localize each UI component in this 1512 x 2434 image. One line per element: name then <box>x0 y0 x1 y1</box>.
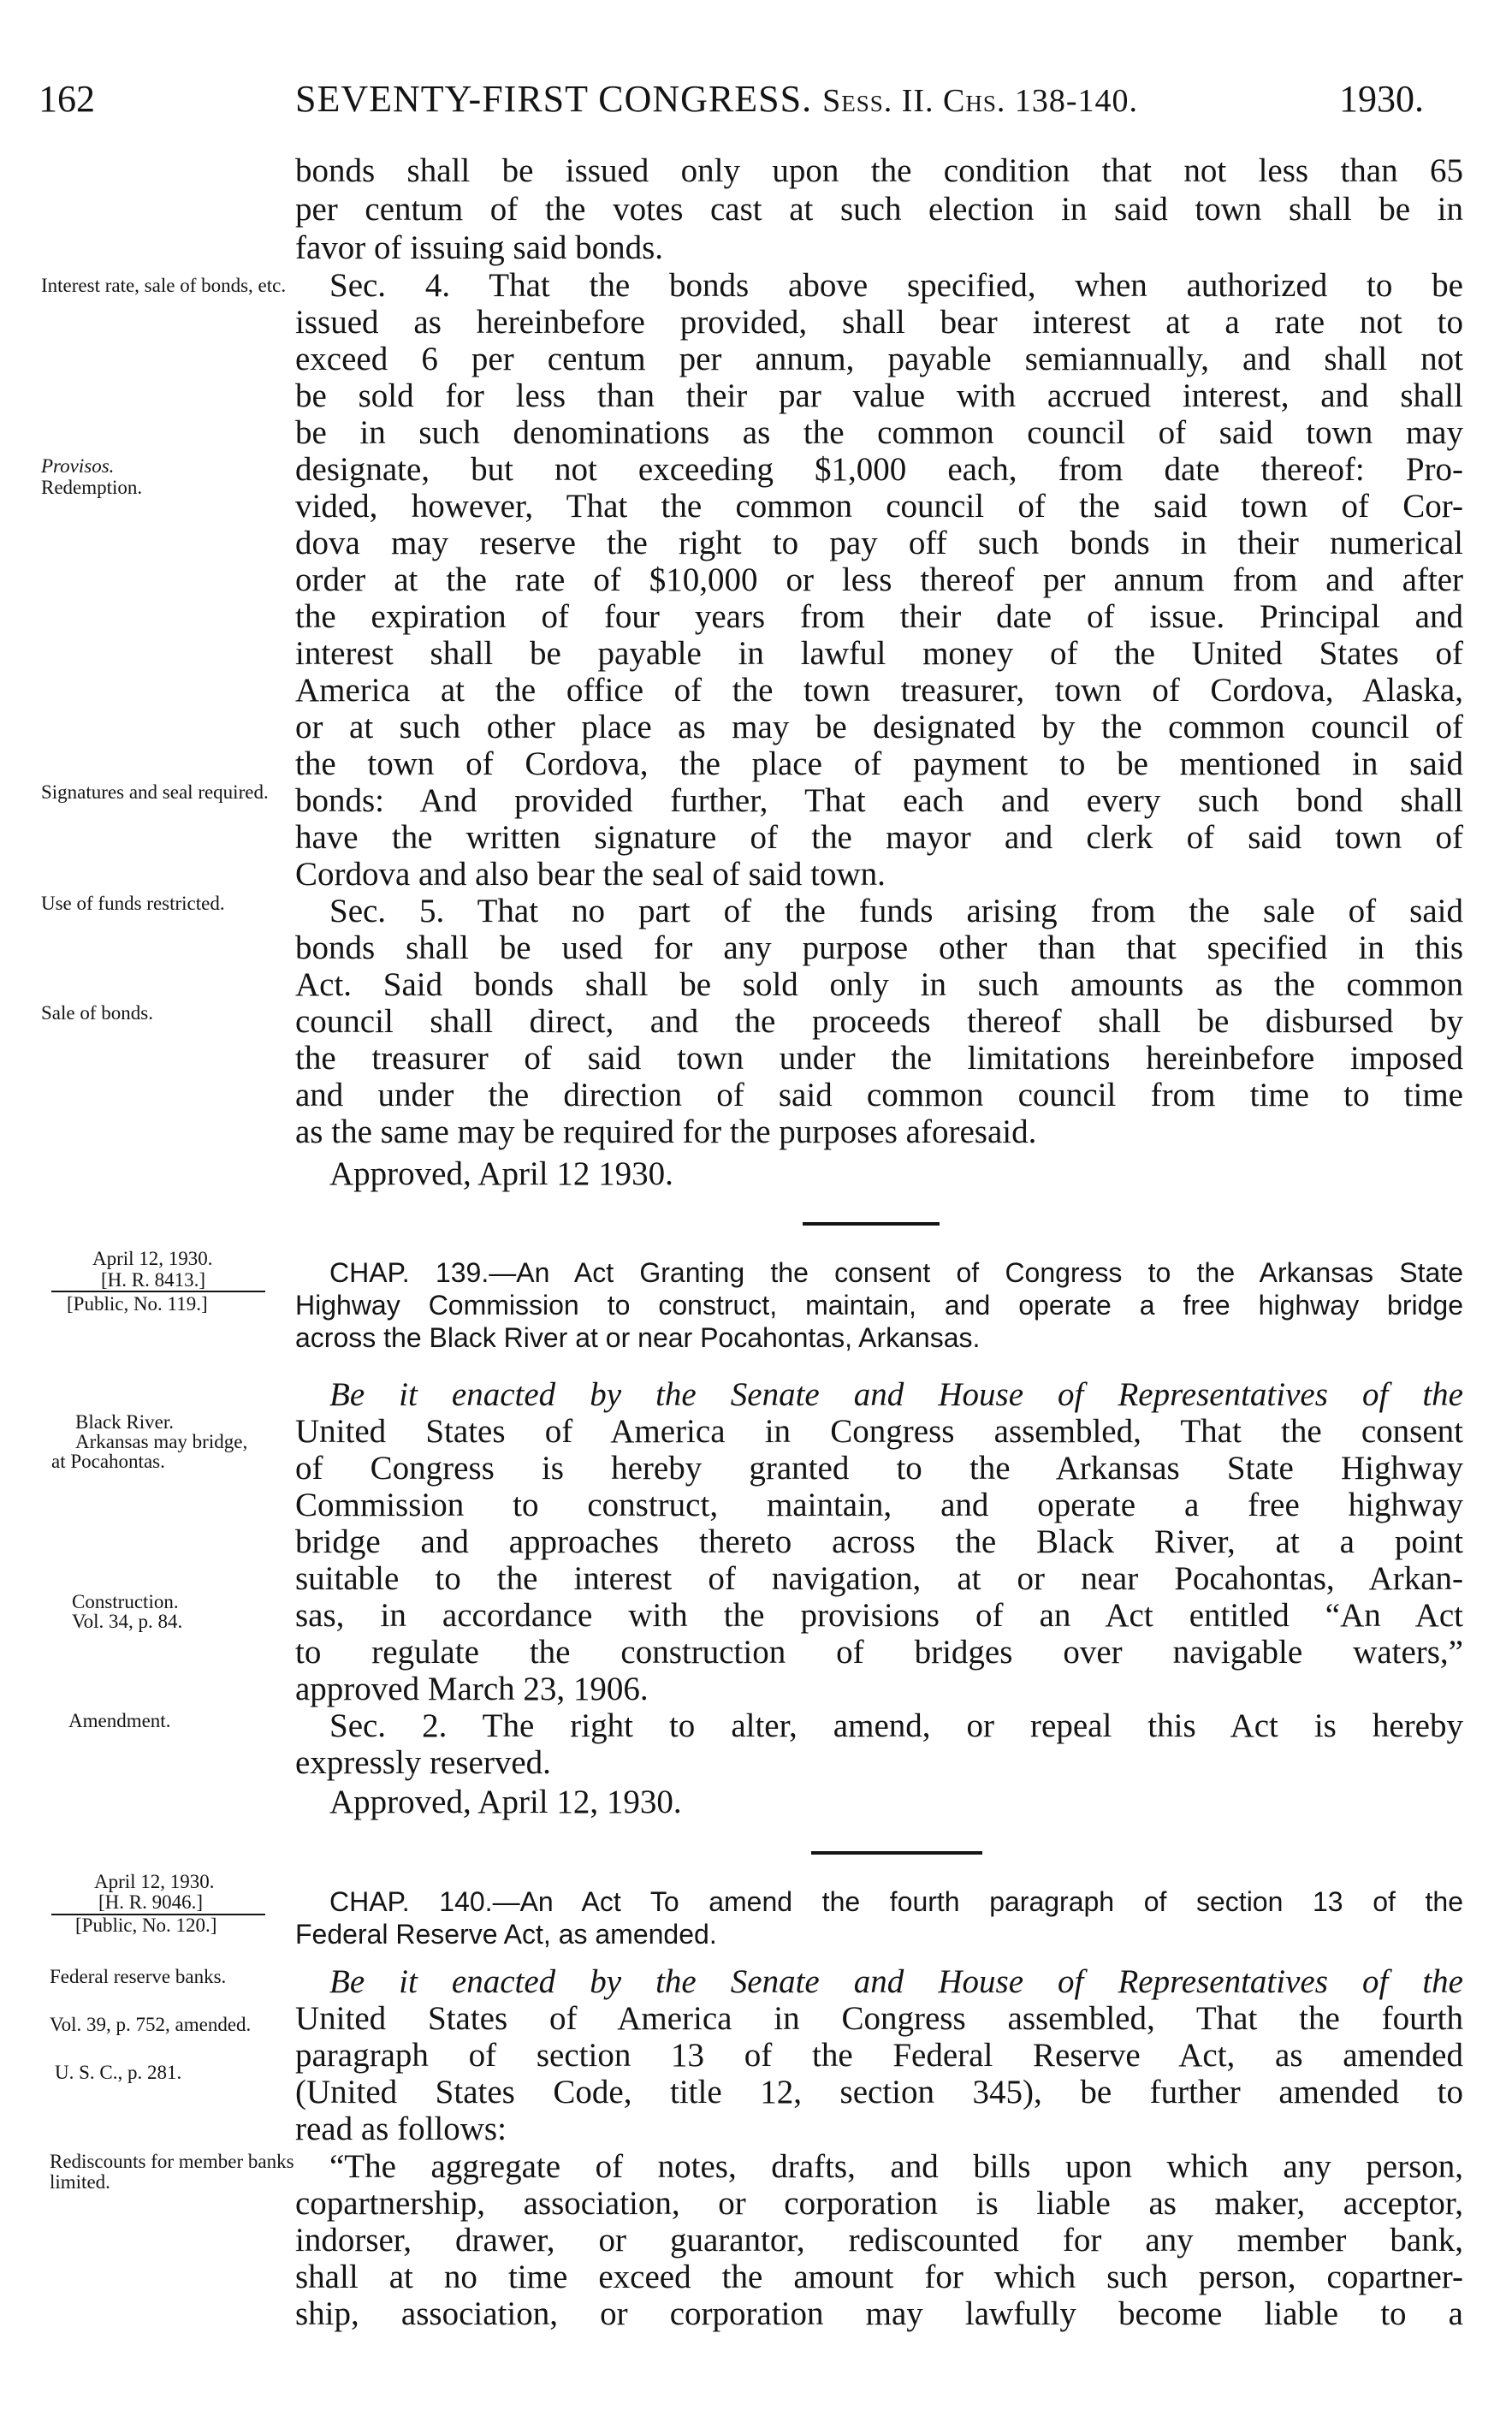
margin-note: Signatures and seal required. <box>41 781 269 803</box>
body-line: be sold for less than their par value with accrued interest, and shall <box>295 377 1463 414</box>
quoted-provision-line: “The aggregate of notes, drafts, and bills upon which any person, <box>329 2148 1463 2185</box>
running-header <box>0 77 1512 128</box>
body-line: bonds: And provided further, That each and every such bond shall <box>295 782 1463 819</box>
section-5-heading-line: Sec. 5. That no part of the funds arising from the sale of said <box>329 893 1463 929</box>
body-line: designate, but not exceeding $1,000 each, from date thereof: Pro- <box>295 451 1463 488</box>
body-line: United States of America in Congress assembled, That the fourth <box>295 2000 1463 2037</box>
enacting-clause-line: Be it enacted by the Senate and House of Representatives of the <box>329 1376 1463 1413</box>
body-line: issued as hereinbefore provided, shall bear interest at a rate not to <box>295 304 1463 341</box>
body-line: council shall direct, and the proceeds thereof shall be disbursed by <box>295 1003 1463 1040</box>
body-line: and under the direction of said common council from time to time <box>295 1077 1463 1113</box>
margin-note: Construction. <box>72 1591 179 1612</box>
margin-note: Federal reserve banks. <box>50 1966 227 1987</box>
margin-note-public-law: [Public, No. 120.] <box>75 1915 217 1936</box>
body-line: Cordova and also bear the seal of said town. <box>295 856 886 893</box>
body-line: suitable to the interest of navigation, at or near Pocahontas, Arkan- <box>295 1560 1463 1597</box>
chapter-140-title: CHAP. 140.—An Act To amend the fourth paragraph of section 13 of the <box>329 1886 1463 1917</box>
body-line: Act. Said bonds shall be sold only in such amounts as the common <box>295 966 1463 1003</box>
body-line: or at such other place as may be designated by the common council of <box>295 709 1463 745</box>
margin-note-underline <box>51 1246 265 1292</box>
body-line: paragraph of section 13 of the Federal Reserve Act, as amended <box>295 2037 1463 2074</box>
body-line: as the same may be required for the purposes aforesaid. <box>295 1113 1037 1150</box>
margin-note: Interest rate, sale of bonds, etc. <box>41 275 287 296</box>
body-line: favor of issuing said bonds. <box>295 229 664 266</box>
body-line: of Congress is hereby granted to the Arkansas State Highway <box>295 1450 1463 1487</box>
margin-note-underline <box>51 1869 265 1915</box>
margin-note-bill: [H. R. 9046.] <box>98 1891 204 1913</box>
chapter-139-title: Highway Commission to construct, maintain, and operate a free highway bridge <box>295 1290 1463 1321</box>
running-title <box>295 77 1138 121</box>
section-divider <box>803 1222 940 1226</box>
body-line: United States of America in Congress assembled, That the consent <box>295 1413 1463 1450</box>
body-line: copartnership, association, or corporation is liable as maker, acceptor, <box>295 2185 1463 2222</box>
body-line: bonds shall be used for any purpose other than that specified in this <box>295 929 1463 966</box>
margin-note-date: April 12, 1930. <box>92 1248 213 1269</box>
chapter-139-title: across the Black River at or near Pocahontas, Arkansas. <box>295 1322 981 1353</box>
margin-note: U. S. C., p. 281. <box>55 2062 182 2083</box>
margin-note: Use of funds restricted. <box>41 893 225 914</box>
margin-note: Vol. 39, p. 752, amended. <box>50 2014 252 2035</box>
body-line: America at the office of the town treasurer, town of Cordova, Alaska, <box>295 672 1463 709</box>
body-line: the treasurer of said town under the limitations hereinbefore imposed <box>295 1040 1463 1077</box>
body-line: (United States Code, title 12, section 345), be further amended to <box>295 2074 1463 2110</box>
margin-note: Rediscounts for member banks limited. <box>50 2151 294 2194</box>
body-line: indorser, drawer, or guarantor, rediscounted for any member bank, <box>295 2222 1463 2259</box>
body-line: vided, however, That the common council of the said town of Cor- <box>295 488 1463 525</box>
session-chapters: Sess. II. Chs. 138-140. <box>822 83 1139 119</box>
body-line: exceed 6 per centum per annum, payable semiannually, and shall not <box>295 341 1463 377</box>
body-line: approved March 23, 1906. <box>295 1671 649 1707</box>
body-line: bridge and approaches thereto across the Black River, at a point <box>295 1523 1463 1560</box>
margin-note: Arkansas may bridge, <box>75 1431 248 1452</box>
margin-note: Provisos. <box>41 455 115 477</box>
body-line: bonds shall be issued only upon the condition that not less than 65 <box>295 152 1463 189</box>
body-line: sas, in accordance with the provisions of an Act entitled “An Act <box>295 1597 1463 1634</box>
body-line: be in such denominations as the common council of said town may <box>295 414 1463 451</box>
approval-line: Approved, April 12, 1930. <box>329 1784 682 1820</box>
margin-note-bill: [H. R. 8413.] <box>101 1269 206 1291</box>
approval-line: Approved, April 12 1930. <box>329 1155 673 1192</box>
body-line: read as follows: <box>295 2110 507 2147</box>
page-number: 162 <box>39 78 95 120</box>
margin-note: Black River. <box>75 1411 174 1433</box>
body-line: expressly reserved. <box>295 1744 551 1781</box>
body-line: dova may reserve the right to pay off such bonds in their numerical <box>295 525 1463 561</box>
margin-note: Sale of bonds. <box>41 1002 153 1024</box>
margin-note-public-law: [Public, No. 119.] <box>67 1293 208 1315</box>
body-line: order at the rate of $10,000 or less thereof per annum from and after <box>295 561 1463 598</box>
enacting-clause-line: Be it enacted by the Senate and House of Representatives of the <box>329 1963 1463 2000</box>
section-4-heading-line: Sec. 4. That the bonds above specified, when authorized to be <box>329 267 1463 304</box>
section-divider <box>811 1851 982 1855</box>
body-line: per centum of the votes cast at such election in said town shall be in <box>295 191 1463 228</box>
body-line: the expiration of four years from their date of issue. Principal and <box>295 598 1463 635</box>
margin-note: Redemption. <box>41 477 143 498</box>
body-line: to regulate the construction of bridges over navigable waters,” <box>295 1634 1463 1671</box>
margin-note: Amendment. <box>68 1710 171 1731</box>
congress-title: SEVENTY-FIRST CONGRESS. <box>295 78 813 120</box>
margin-note: at Pocahontas. <box>51 1451 165 1472</box>
body-line: shall at no time exceed the amount for which such person, copartner- <box>295 2259 1463 2295</box>
body-line: have the written signature of the mayor and clerk of said town of <box>295 819 1463 856</box>
section-2-line: Sec. 2. The right to alter, amend, or repeal this Act is hereby <box>329 1707 1463 1744</box>
margin-note: Vol. 34, p. 84. <box>72 1611 183 1632</box>
body-line: Commission to construct, maintain, and operate a free highway <box>295 1487 1463 1523</box>
chapter-140-title: Federal Reserve Act, as amended. <box>295 1919 717 1950</box>
header-year: 1930. <box>1339 78 1424 120</box>
body-line: the town of Cordova, the place of payment to be mentioned in said <box>295 745 1463 782</box>
body-line: ship, association, or corporation may lawfully become liable to a <box>295 2295 1463 2332</box>
chapter-139-title: CHAP. 139.—An Act Granting the consent of Congress to the Arkansas State <box>329 1257 1463 1288</box>
body-line: interest shall be payable in lawful money of the United States of <box>295 635 1463 672</box>
margin-note-date: April 12, 1930. <box>94 1871 215 1892</box>
